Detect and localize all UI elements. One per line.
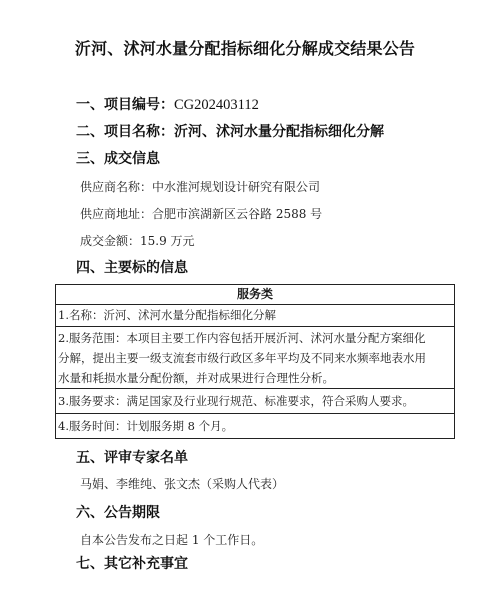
table-row-line: 2.服务范围：本项目主要工作内容包括开展沂河、沭河水量分配方案细化 [58,331,426,345]
deal-amount: 成交金额：15.9 万元 [80,234,195,248]
subject-table [55,284,455,439]
table-row: 3.服务要求：满足国家及行业现行规范、标准要求，符合采购人要求。 [56,389,454,414]
expert-list: 马娟、李维纯、张文杰（采购人代表） [80,477,285,491]
page-title: 沂河、沭河水量分配指标细化分解成交结果公告 [74,39,416,58]
table-row: 1.名称：沂河、沭河水量分配指标细化分解 [56,305,454,327]
section-label: 二、项目名称： [76,124,174,140]
section-label: 一、项目编号： [76,97,174,113]
table-row: 4.服务时间：计划服务期 8 个月。 [58,419,234,433]
project-name-value: 沂河、沭河水量分配指标细化分解 [174,124,384,140]
notice-period-text: 自本公告发布之日起 1 个工作日。 [80,533,264,547]
section-other-matters: 七、其它补充事宜 [76,556,188,572]
section-project-number [76,94,259,114]
section-deal-info: 三、成交信息 [76,151,160,167]
table-row [56,327,454,389]
table-caption: 服务类 [56,285,454,305]
section-experts: 五、评审专家名单 [76,450,188,466]
section-project-name [76,121,384,141]
table-row-line: 分解，提出主要一级支流套市级行政区多年平均及不同来水频率地表水用 [58,351,426,365]
table-row-line: 水量和耗损水量分配份额，并对成果进行合理性分析。 [58,371,334,385]
project-number-value: CG202403112 [174,97,259,113]
section-notice-period: 六、公告期限 [76,505,160,521]
supplier-name: 供应商名称：中水淮河规划设计研究有限公司 [80,180,321,194]
supplier-address: 供应商地址：合肥市滨湖新区云谷路 2588 号 [80,207,323,221]
section-main-subject: 四、主要标的信息 [76,260,188,276]
